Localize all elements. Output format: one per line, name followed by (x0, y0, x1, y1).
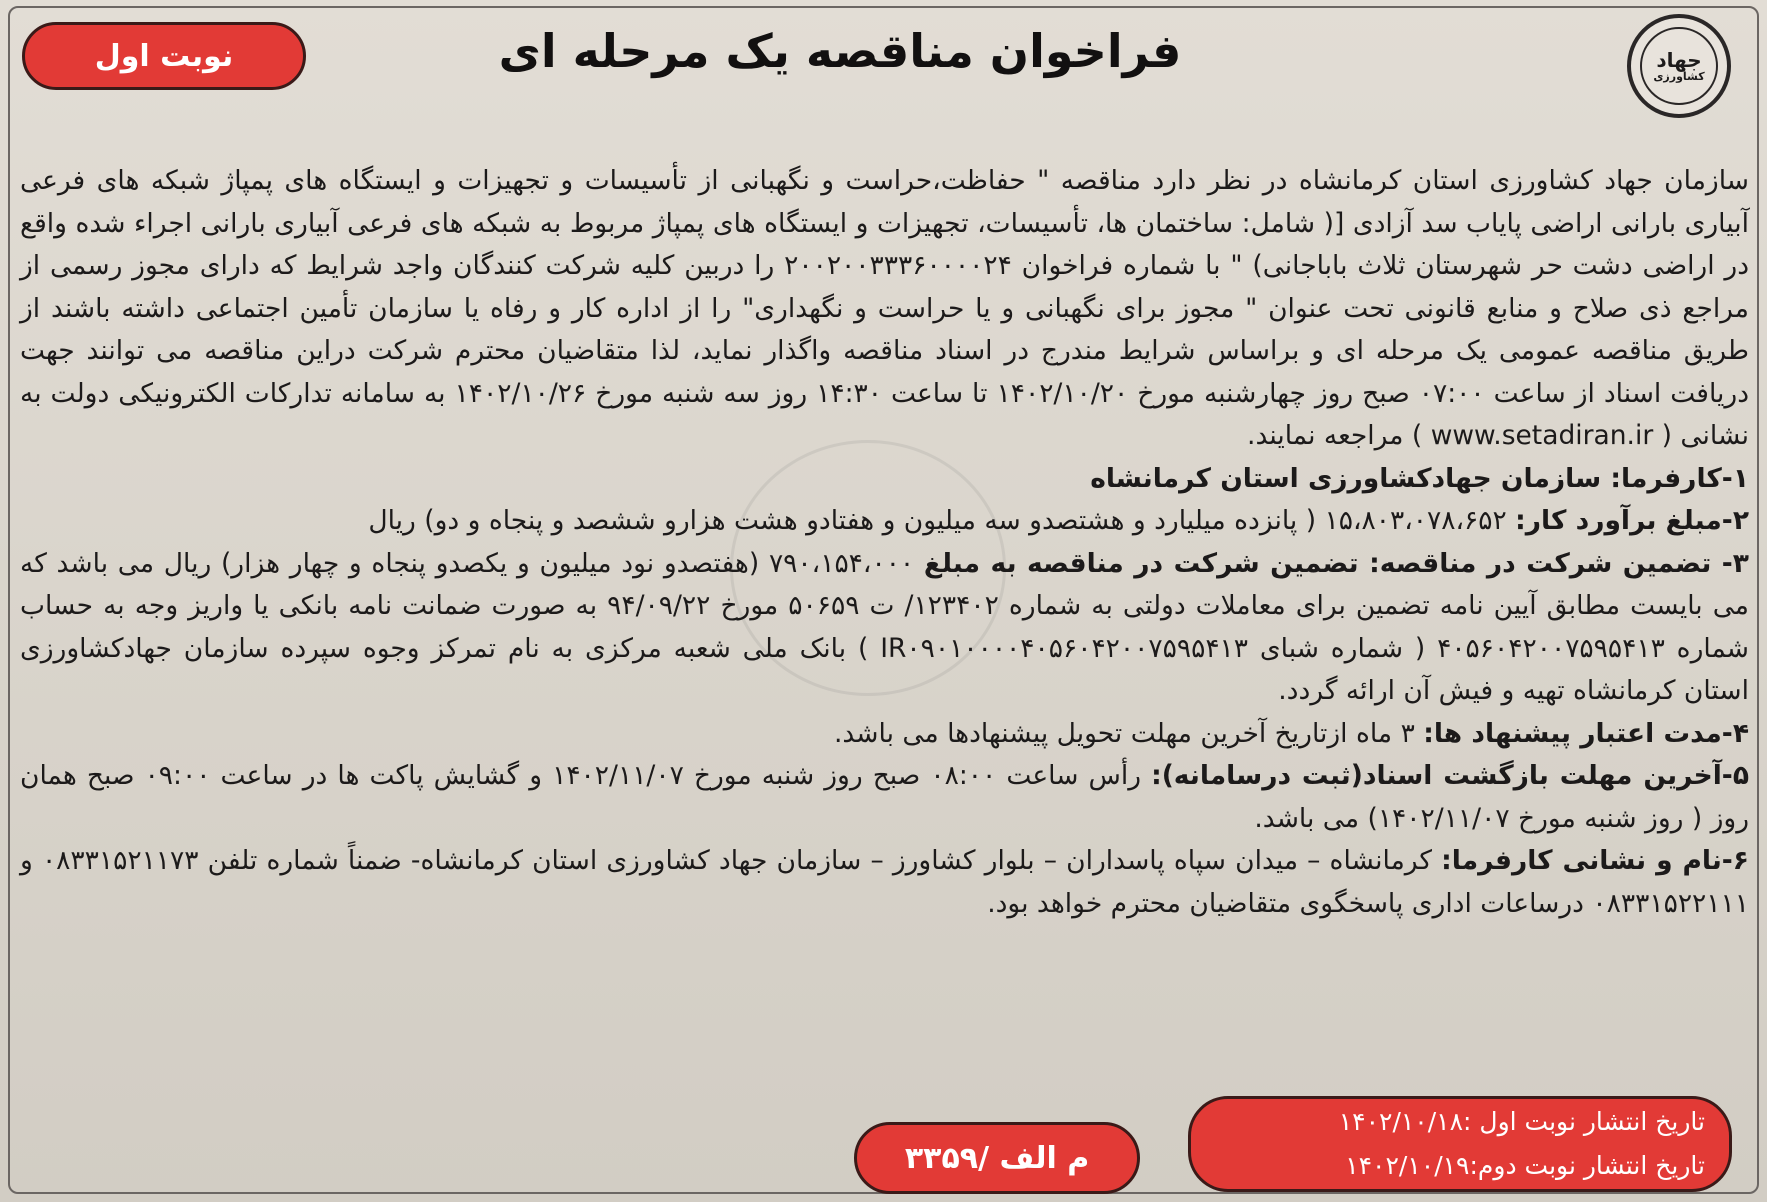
item-guarantee (20, 543, 1749, 713)
publication-second: تاریخ انتشار نوبت دوم:۱۴۰۲/۱۰/۱۹ (1345, 1151, 1705, 1180)
logo-emblem (1640, 27, 1718, 105)
item-text: رأس ساعت ۰۸:۰۰ صبح روز شنبه مورخ ۱۴۰۲/۱۱/۰۷ و گشایش پاکت ها در ساعت ۰۹:۰۰ صبح همان روز ( روز شنبه مورخ ۱۴۰۲/۱۱/۰۷) می باشد. (20, 760, 1749, 834)
logo-line1: جهاد (1656, 47, 1702, 72)
intro-paragraph (20, 160, 1749, 458)
ad-body (20, 160, 1749, 925)
item-label: ۱-کارفرما: (1610, 462, 1749, 494)
item-text: ۷۹۰،۱۵۴،۰۰۰ (هفتصدو نود میلیون و یکصدو پنجاه و چهار هزار) ریال می باشد که می بایست مطابق آیین نامه تضمین برای معاملات دولتی به شماره ۱۲۳۴۰۲/ ت ۵۰۶۵۹ مورخ ۹۴/۰۹/۲۲ به صورت ضمانت نامه بانکی یا واریز وجه به حساب شماره ۴۰۵۶۰۴۲۰۰۷۵۹۵۴۱۳ ( شماره شبای IR۰۹۰۱۰۰۰۰۴۰۵۶۰۴۲۰۰۷۵۹۵۴۱۳ ) بانک ملی شعبه مرکزی به نام تمرکز وجوه سپرده سازمان جهادکشاورزی استان کرمانشاه تهیه و فیش آن ارائه گردد. (20, 547, 1749, 706)
item-label: ۳- تضمین شرکت در مناقصه: تضمین شرکت در مناقصه به مبلغ (923, 547, 1749, 579)
intro-end: ) مراجعه نمایند. (1247, 420, 1423, 451)
round-badge: نوبت اول (22, 22, 306, 90)
ad-code-badge: م الف /۳۳۵۹ (854, 1122, 1140, 1194)
item-label: ۲-مبلغ برآورد کار: (1515, 505, 1749, 536)
item-text: سازمان جهادکشاورزی استان کرمانشاه (1090, 462, 1611, 494)
item-employer (20, 458, 1749, 501)
ad-title: فراخوان مناقصه یک مرحله ای (498, 24, 1182, 78)
publication-first: تاریخ انتشار نوبت اول :۱۴۰۲/۱۰/۱۸ (1338, 1107, 1705, 1136)
item-deadline (20, 755, 1749, 840)
website-link[interactable]: www.setadiran.ir (1430, 420, 1654, 451)
item-text: ۱۵،۸۰۳،۰۷۸،۶۵۲ ( پانزده میلیارد و هشتصدو سه میلیون و هفتادو هشت هزارو ششصد و پنجاه و دو) ریال (368, 505, 1516, 536)
item-label: ۴-مدت اعتبار پیشنهاد ها: (1423, 717, 1749, 749)
intro-text: سازمان جهاد کشاورزی استان کرمانشاه در نظر دارد مناقصه " حفاظت،حراست و نگهبانی از تأسیسات و تجهیزات و ایستگاه های پمپاژ شبکه های فرعی آبیاری بارانی اراضی پایاب سد آزادی [( شامل: ساختمان ها، تأسیسات، تجهیزات و ایستگاه های پمپاژ مربوط به شبکه های فرعی آبیاری بارانی اجراء شده واقع در اراضی دشت حر شهرستان ثلاث باباجانی) " با شماره فراخوان ۲۰۰۲۰۰۳۳۳۶۰۰۰۰۲۴ را دربین کلیه شرکت کنندگان واجد شرایط که دارای مجوز رسمی از مراجع ذی صلاح و منابع قانونی تحت عنوان " مجوز برای نگهبانی و یا حراست و نگهداری" را از اداره کار و رفاه یا سازمان تأمین اجتماعی داشته باشند از طریق مناقصه عمومی یک مرحله ای و براساس شرایط مندرج در اسناد مناقصه واگذار نماید، لذا متقاضیان محترم شرکت دراین مناقصه می توانند جهت دریافت اسناد از ساعت ۰۷:۰۰ صبح روز چهارشنبه مورخ ۱۴۰۲/۱۰/۲۰ تا ساعت ۱۴:۳۰ روز سه شنبه مورخ ۱۴۰۲/۱۰/۲۶ به سامانه تدارکات الکترونیکی دولت به نشانی ( (20, 165, 1750, 451)
item-label: ۵-آخرین مهلت بازگشت اسناد(ثبت درسامانه): (1151, 760, 1749, 791)
item-text: ۳ ماه ازتاریخ آخرین مهلت تحویل پیشنهادها می باشد. (833, 717, 1424, 749)
item-estimate (20, 500, 1749, 543)
item-address (20, 840, 1749, 925)
logo-line2: کشاورزی (1653, 69, 1705, 83)
jihad-keshavarzi-logo (1627, 14, 1731, 118)
item-label: ۶-نام و نشانی کارفرما: (1441, 845, 1749, 876)
item-validity (20, 713, 1749, 756)
item-text: کرمانشاه – میدان سپاه پاسداران – بلوار کشاورز – سازمان جهاد کشاورزی استان کرمانشاه- ضمناً شماره تلفن ۰۸۳۳۱۵۲۱۱۷۳ و ۰۸۳۳۱۵۲۲۱۱۱ درساعات اداری پاسخگوی متقاضیان محترم خواهد بود. (20, 845, 1749, 919)
publication-dates-badge (1188, 1096, 1732, 1192)
